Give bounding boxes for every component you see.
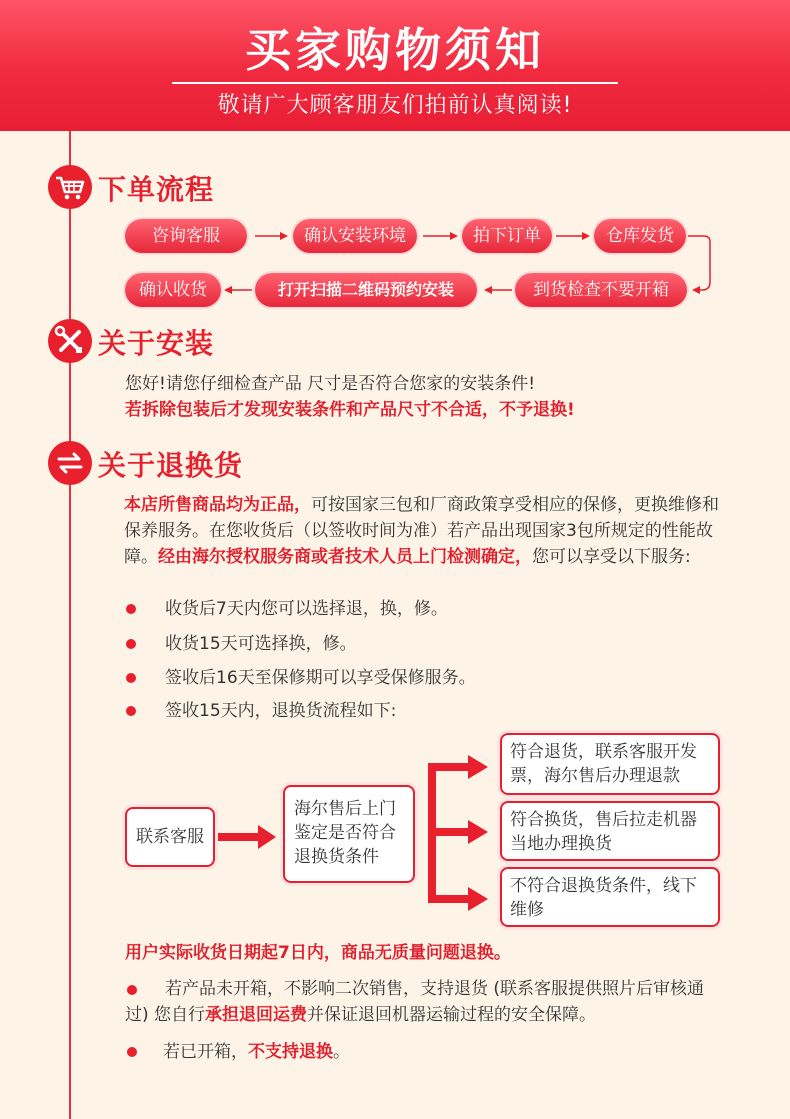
return-policy-paragraph (124, 492, 729, 570)
unopened-return-text: 若产品未开箱，不影响二次销售，支持退货 (联系客服提供照片后审核通过) 您自行 (125, 979, 705, 1025)
authorized-inspection-note: 经由海尔授权服务商或者技术人员上门检测确定， (158, 547, 532, 567)
bullet-dot (126, 604, 136, 614)
flow-result-refund: 符合退货，联系客服开发票，海尔售后办理退款 (500, 733, 720, 795)
install-warning-text: 若拆除包装后才发现安装条件和产品尺寸不合适，不予退换! (125, 400, 575, 420)
section-title-order: 下单流程 (98, 173, 215, 206)
bullet-7-days: 收货后7天内您可以选择退，换，修。 (165, 599, 448, 619)
bullet-16-days: 签收后16天至保修期可以享受保修服务。 (165, 668, 476, 688)
section-title-return: 关于退换货 (98, 449, 244, 482)
flow-result-repair: 不符合退换货条件，线下维修 (500, 867, 720, 927)
warranty-text: 可按国家三包和厂商政策享受相应的保修，更换维修和保养服务。在您收货后（以签收时间为准）若产品出现国家3包所规定的性能故障。 (124, 495, 719, 567)
period-text: 。 (333, 1042, 350, 1062)
transport-safety-text: 并保证退回机器运输过程的安全保障。 (307, 1005, 597, 1025)
step-consult-service: 咨询客服 (125, 219, 247, 253)
shopping-cart-icon (48, 165, 92, 209)
install-check-text: 您好!请您仔细检查产品 尺寸是否符合您家的安装条件! (125, 374, 536, 394)
bullet-dot (126, 673, 136, 683)
services-intro: 您可以享受以下服务: (532, 547, 691, 567)
exchange-arrows-icon (48, 441, 92, 485)
opened-no-return-note (163, 1039, 350, 1065)
page-title: 买家购物须知 (245, 23, 545, 77)
opened-text: 若已开箱， (163, 1042, 248, 1062)
section-title-install: 关于安装 (98, 327, 215, 360)
flow-contact-service: 联系客服 (125, 807, 215, 867)
bullet-return-flow: 签收15天内，退换货流程如下: (165, 701, 397, 721)
return-shipping-cost: 承担退回运费 (205, 1005, 308, 1025)
page-subtitle: 敬请广大顾客朋友们拍前认真阅读! (217, 93, 573, 118)
genuine-product-note: 本店所售商品均为正品， (124, 495, 311, 515)
wrench-screwdriver-icon (48, 319, 92, 363)
step-inspect-delivery: 到货检查不要开箱 (515, 273, 687, 307)
step-scan-qr-install: 打开扫描二维码预约安装 (255, 273, 477, 307)
step-warehouse-ship: 仓库发货 (594, 219, 686, 253)
no-return-text: 不支持退换 (248, 1042, 333, 1062)
unopened-return-note (125, 976, 725, 1028)
step-place-order: 拍下订单 (462, 219, 552, 253)
bullet-dot (127, 1047, 137, 1057)
bullet-dot (126, 639, 136, 649)
flow-haier-inspection: 海尔售后上门鉴定是否符合退换货条件 (283, 785, 415, 883)
7-day-return-notice: 用户实际收货日期起7日内，商品无质量问题退换。 (125, 943, 511, 963)
bullet-dot (126, 706, 136, 716)
flow-result-exchange: 符合换货，售后拉走机器当地办理换货 (500, 801, 720, 861)
step-confirm-environment: 确认安装环境 (293, 219, 417, 253)
bullet-15-days: 收货15天可选择换，修。 (165, 634, 357, 654)
step-confirm-receipt: 确认收货 (125, 273, 221, 307)
